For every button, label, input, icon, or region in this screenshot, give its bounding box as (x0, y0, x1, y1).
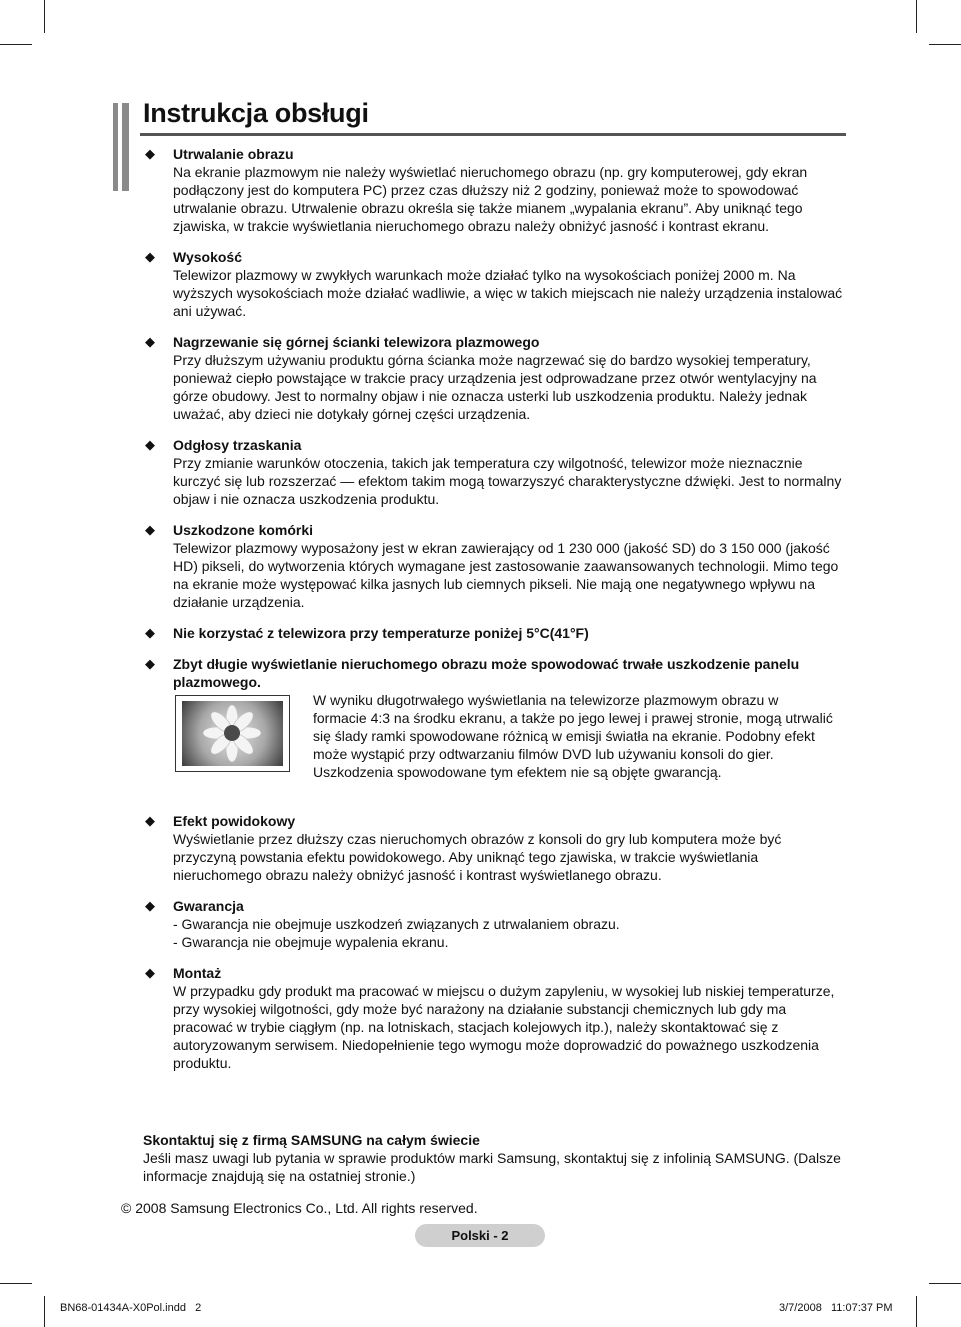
image-text-block (173, 691, 847, 799)
diamond-bullet-icon: ◆ (145, 146, 155, 161)
diamond-bullet-icon: ◆ (145, 249, 155, 264)
diamond-bullet-icon: ◆ (145, 656, 155, 671)
footer-filename: BN68-01434A-X0Pol.indd 2 (60, 1302, 202, 1314)
section-gwarancja (145, 897, 847, 951)
diamond-bullet-icon: ◆ (145, 625, 155, 640)
page-title: Instrukcja obsługi (143, 98, 369, 128)
section-temperatura (145, 624, 847, 642)
crop-mark (44, 0, 45, 33)
copyright: © 2008 Samsung Electronics Co., Ltd. All rights reserved. (121, 1200, 478, 1216)
section-heading: Montaż (173, 965, 222, 981)
page-number-badge: Polski - 2 (415, 1224, 545, 1247)
crop-mark (916, 1296, 917, 1327)
section-body: Przy dłuższym używaniu produktu górna ścianka może nagrzewać się do bardzo wysokiej temperatury, ponieważ ciepło powstające w trakcie pracy urządzenia jest odprowadzane przez otwór wentylacyjny na górze obudowy. Jest to normalny objaw i nie oznacza usterki lub uszkodzenia produktu. Należy jednak uważać, aby dzieci nie dotykały górnej części urządzenia. (173, 352, 817, 422)
section-odglosy (145, 436, 847, 508)
contact-body: Jeśli masz uwagi lub pytania w sprawie produktów marki Samsung, skontaktuj się z infolinią SAMSUNG. (Dalsze informacje znajdują się na ostatniej stronie.) (143, 1150, 841, 1184)
section-efekt-powidokowy (145, 812, 847, 884)
section-body: Przy zmianie warunków otoczenia, takich jak temperatura czy wilgotność, telewizor może nieznacznie kurczyć się lub rozszerzać — efektom takim mogą towarzyszyć charakterystyczne dźwięki. Jest to normalny objaw i nie oznacza uszkodzenia produktu. (173, 455, 842, 507)
title-accent-bar (122, 103, 129, 191)
title-accent-bar (113, 103, 118, 191)
section-body: W przypadku gdy produkt ma pracować w miejscu o dużym zapyleniu, w wysokiej lub niskiej temperaturze, przy wysokiej wilgotności, gdy może być narażony na działanie substancji chemicznych lub gdy ma pracować w trybie ciągłym (np. na lotniskach, stacjach kolejowych itp.), należy skontaktować się z autoryzowanym serwisem. Niedopełnienie tego wymogu może doprowadzić do poważnego uszkodzenia produktu. (173, 983, 835, 1071)
section-nieruchomy-obraz (145, 655, 847, 799)
section-heading: Utrwalanie obrazu (173, 146, 294, 162)
diamond-bullet-icon: ◆ (145, 334, 155, 349)
section-line: - Gwarancja nie obejmuje uszkodzeń związanych z utrwalaniem obrazu. (173, 916, 620, 932)
tv-screen-illustration (175, 695, 290, 772)
content (145, 145, 847, 1085)
section-utrwalanie (145, 145, 847, 235)
title-divider (140, 133, 846, 136)
section-body: Telewizor plazmowy wyposażony jest w ekran zawierający od 1 230 000 (jakość SD) do 3 150 000 (jakość HD) pikseli, do wytworzenia których wymagane jest zastosowanie zaawansowanych technologii. Mimo tego na ekranie może występować kilka jasnych lub ciemnych pikseli. Nie mają one negatywnego wpływu na działanie urządzenia. (173, 540, 839, 610)
section-heading: Uszkodzone komórki (173, 522, 314, 538)
contact-heading: Skontaktuj się z firmą SAMSUNG na całym świecie (143, 1132, 480, 1148)
diamond-bullet-icon: ◆ (145, 522, 155, 537)
section-heading: Efekt powidokowy (173, 813, 296, 829)
crop-mark (44, 1296, 45, 1327)
contact-block (143, 1131, 863, 1185)
section-body: Telewizor plazmowy w zwykłych warunkach może działać tylko na wysokościach poniżej 2000 m. Na wyższych wysokościach może działać wadliwie, a więc w takich miejscach nie należy urządzenia instalować ani używać. (173, 267, 843, 319)
diamond-bullet-icon: ◆ (145, 813, 155, 828)
crop-mark (0, 44, 32, 45)
diamond-bullet-icon: ◆ (145, 898, 155, 913)
section-body: Wyświetlanie przez dłuższy czas nieruchomych obrazów z konsoli do gry lub komputera może być przyczyną powstania efektu powidokowego. Aby uniknąć tego zjawiska, w trakcie wyświetlania nieruchomego obrazu należy obniżyć jasność i kontrast wyświetlanego obrazu. (173, 831, 782, 883)
section-heading: Odgłosy trzaskania (173, 437, 302, 453)
diamond-bullet-icon: ◆ (145, 437, 155, 452)
footer-timestamp: 3/7/2008 11:07:37 PM (779, 1302, 893, 1314)
crop-mark (929, 1283, 961, 1284)
section-line: - Gwarancja nie obejmuje wypalenia ekranu. (173, 934, 449, 950)
crop-mark (916, 0, 917, 33)
flower-image (182, 701, 283, 766)
section-montaz (145, 964, 847, 1072)
section-heading: Nie korzystać z telewizora przy temperaturze poniżej 5°C(41°F) (173, 625, 589, 641)
diamond-bullet-icon: ◆ (145, 965, 155, 980)
section-heading: Wysokość (173, 249, 242, 265)
crop-mark (0, 1283, 32, 1284)
section-uszkodzone-komorki (145, 521, 847, 611)
section-body: Na ekranie plazmowym nie należy wyświetlać nieruchomego obrazu (np. gry komputerowej, gdy ekran podłączony jest do komputera PC) przez czas dłuższy niż 2 godziny, ponieważ może to spowodować utrwalanie obrazu. Utrwalenie obrazu określa się także mianem „wypalania ekranu”. Aby uniknąć tego zjawiska, w trakcie wyświetlania nieruchomego obrazu należy obniżyć jasność i kontrast ekranu. (173, 164, 808, 234)
section-body: W wyniku długotrwałego wyświetlania na telewizorze plazmowym obrazu w formacie 4:3 na środku ekranu, a także po jego lewej i prawej stronie, mogą utrwalić się ślady ramki spowodowane różnicą w emisji światła na ekranie. Podobny efekt może wystąpić przy odtwarzaniu filmów DVD lub używaniu konsoli do gier. Uszkodzenia spowodowane tym efektem nie są objęte gwarancją. (313, 692, 833, 780)
section-wysokosc (145, 248, 847, 320)
section-heading: Zbyt długie wyświetlanie nieruchomego obrazu może spowodować trwałe uszkodzenie panelu plazmowego. (173, 656, 800, 690)
crop-mark (929, 44, 961, 45)
section-nagrzewanie (145, 333, 847, 423)
section-heading: Gwarancja (173, 898, 244, 914)
flower-icon (182, 701, 283, 766)
section-heading: Nagrzewanie się górnej ścianki telewizora plazmowego (173, 334, 540, 350)
